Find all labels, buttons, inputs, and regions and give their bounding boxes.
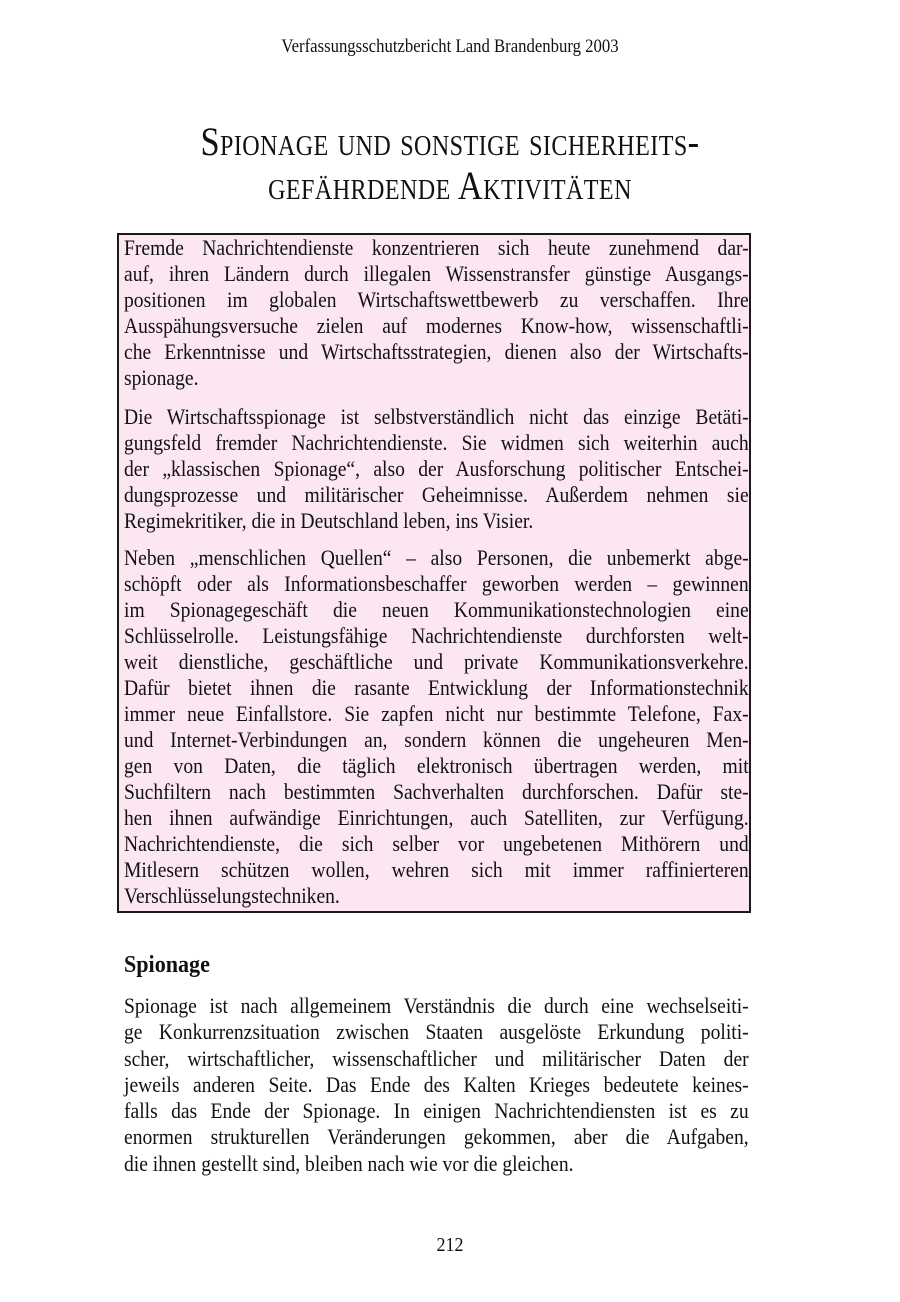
text-line: im Spionagegeschäft die neuen Kommunikationstechnologien eine: [124, 597, 749, 622]
text-line: gungsfeld fremder Nachrichtendienste. Sie widmen sich weiterhin auch: [124, 430, 749, 455]
text-line: Neben „menschlichen Quellen“ – also Personen, die unbemerkt abge-: [124, 545, 749, 570]
box-paragraph-3: [124, 545, 842, 909]
text-line: Regimekritiker, die in Deutschland leben, ins Visier.: [124, 508, 534, 533]
running-header: Verfassungsschutzbericht Land Brandenburg 2003: [281, 36, 619, 57]
text-line: schöpft oder als Informationsbeschaffer geworben werden – gewinnen: [124, 571, 749, 596]
page-title-line-1: Spionage und sonstige sicherheits-: [200, 119, 700, 164]
text-line: und Internet-Verbindungen an, sondern können die ungeheuren Men-: [124, 727, 749, 752]
text-line: der „klassischen Spionage“, also der Ausforschung politischer Entschei-: [124, 456, 749, 481]
section-paragraph: [124, 993, 842, 1177]
page-title-line-2: gefährdende Aktivitäten: [268, 163, 632, 208]
text-line: Mitlesern schützen wollen, wehren sich mit immer raffinierteren: [124, 857, 749, 882]
text-line: Verschlüsselungstechniken.: [124, 883, 340, 908]
text-line: Ausspähungsversuche zielen auf modernes Know-how, wissenschaftli-: [124, 313, 749, 338]
text-line: immer neue Einfallstore. Sie zapfen nicht nur bestimmte Telefone, Fax-: [124, 701, 749, 726]
text-line: Nachrichtendienste, die sich selber vor ungebetenen Mithörern und: [124, 831, 749, 856]
text-line: enormen strukturellen Veränderungen gekommen, aber die Aufgaben,: [124, 1124, 749, 1150]
text-line: jeweils anderen Seite. Das Ende des Kalten Krieges bedeutete keines-: [124, 1071, 749, 1097]
text-line: gen von Daten, die täglich elektronisch übertragen werden, mit: [124, 753, 749, 778]
text-line: Spionage ist nach allgemeinem Verständnis die durch eine wechselseiti-: [124, 993, 749, 1018]
page-number: 212: [436, 1234, 464, 1256]
text-line: Fremde Nachrichtendienste konzentrieren sich heute zunehmend dar-: [124, 235, 749, 260]
text-line: falls das Ende der Spionage. In einigen Nachrichtendiensten ist es zu: [124, 1098, 749, 1124]
text-line: hen ihnen aufwändige Einrichtungen, auch Satelliten, zur Verfügung.: [124, 805, 749, 830]
box-paragraph-2: [124, 404, 842, 534]
text-line: positionen im globalen Wirtschaftswettbewerb zu verschaffen. Ihre: [124, 287, 749, 312]
text-line: auf, ihren Ländern durch illegalen Wissenstransfer günstige Ausgangs-: [124, 261, 749, 286]
text-line: Die Wirtschaftsspionage ist selbstverständlich nicht das einzige Betäti-: [124, 404, 749, 429]
box-paragraph-1: [124, 235, 842, 391]
text-line: Dafür bietet ihnen die rasante Entwicklung der Informationstechnik: [124, 675, 749, 700]
text-line: ge Konkurrenzsituation zwischen Staaten ausgelöste Erkundung politi-: [124, 1019, 749, 1045]
text-line: scher, wirtschaftlicher, wissenschaftlicher und militärischer Daten der: [124, 1045, 749, 1071]
section-heading: Spionage: [124, 952, 210, 978]
text-line: dungsprozesse und militärischer Geheimnisse. Außerdem nehmen sie: [124, 482, 749, 507]
text-line: Schlüsselrolle. Leistungsfähige Nachrichtendienste durchforsten welt-: [124, 623, 749, 648]
text-line: Suchfiltern nach bestimmten Sachverhalten durchforschen. Dafür ste-: [124, 779, 749, 804]
text-line: che Erkenntnisse und Wirtschaftsstrategien, dienen also der Wirtschafts-: [124, 339, 749, 364]
text-line: weit dienstliche, geschäftliche und private Kommunikationsverkehre.: [124, 649, 749, 674]
text-line: die ihnen gestellt sind, bleiben nach wie vor die gleichen.: [124, 1150, 574, 1176]
text-line: spionage.: [124, 365, 199, 390]
summary-box: [117, 233, 751, 913]
